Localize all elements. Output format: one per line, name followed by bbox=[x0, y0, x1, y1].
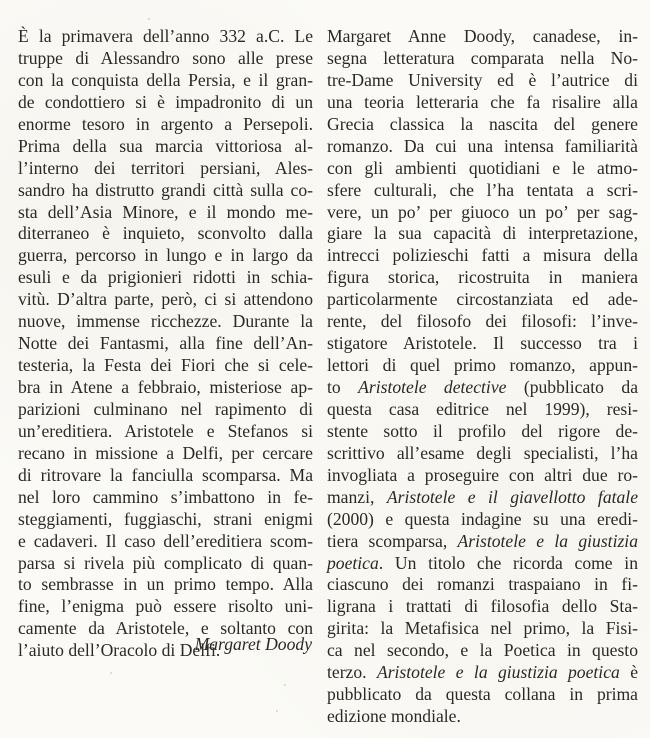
text-line: sandro ha distrutto grandi città sulla co- bbox=[18, 179, 313, 200]
text-segment: romanzo. Da cui una intensa familiarità bbox=[327, 135, 638, 156]
text-line: guerra, percorso in lungo e in largo da bbox=[18, 245, 313, 266]
text-line bbox=[327, 158, 638, 180]
text-segment: tiera scomparsa, bbox=[327, 530, 458, 551]
text-line: parizioni culminano nel rapimento di bbox=[18, 398, 313, 419]
text-line: nuove, immense ricchezze. Durante la bbox=[18, 311, 313, 332]
text-segment: tre-Dame University ed è l’autrice di bbox=[327, 69, 638, 90]
text-segment: figura storica, ricostruita in maniera bbox=[327, 267, 638, 288]
text-line: di ritrovare la fanciulla scomparsa. Ma bbox=[18, 464, 313, 485]
text-line: bra in Atene a febbraio, misteriose ap- bbox=[18, 377, 313, 397]
text-segment: invogliata a proseguire con altri due ro- bbox=[327, 464, 638, 485]
text-line bbox=[327, 509, 638, 531]
text-line: fine, l’enigma può essere risolto uni- bbox=[18, 596, 313, 617]
text-segment: rente, del filosofo dei filosofi: l’inve- bbox=[327, 311, 638, 332]
text-line bbox=[327, 377, 638, 399]
text-line bbox=[327, 92, 638, 114]
paper-speck bbox=[284, 684, 286, 686]
paper-speck bbox=[276, 710, 278, 712]
text-segment: Grecia classica la nascita del genere bbox=[327, 113, 638, 134]
text-line bbox=[327, 574, 638, 596]
text-line: de condottiero si è impadronito di un bbox=[18, 91, 313, 112]
text-line: testeria, la Festa dei Fiori che si cele- bbox=[18, 355, 313, 376]
author-signature: Margaret Doody bbox=[194, 634, 312, 654]
text-line: truppe di Alessandro sono alle prese bbox=[18, 47, 313, 68]
text-segment: (2000) e questa indagine su una eredi- bbox=[327, 508, 638, 529]
text-segment: terzo. bbox=[327, 662, 377, 683]
text-line bbox=[327, 70, 638, 92]
text-segment: lettori di quel primo romanzo, appun- bbox=[327, 355, 638, 376]
text-segment: Margaret Anne Doody, canadese, in- bbox=[327, 26, 638, 46]
text-line bbox=[327, 26, 638, 48]
text-line: È la primavera dell’anno 332 a.C. Le bbox=[18, 26, 313, 46]
text-line bbox=[327, 487, 638, 509]
text-line: esuli e da prigionieri ridotti in schia- bbox=[18, 267, 313, 288]
text-segment: vere, un po’ per giuoco un po’ per sag- bbox=[327, 201, 638, 222]
text-line: Prima della sua marcia vittoriosa al- bbox=[18, 135, 313, 156]
text-line bbox=[327, 333, 638, 355]
text-line bbox=[327, 421, 638, 443]
text-segment: ca nel secondo, e la Poetica in questo bbox=[327, 640, 638, 661]
text-line bbox=[327, 48, 638, 70]
text-line bbox=[327, 245, 638, 267]
text-segment: è bbox=[619, 662, 639, 683]
text-line: to sembrasse in un primo tempo. Alla bbox=[18, 574, 313, 595]
text-line bbox=[327, 684, 638, 706]
text-line: l’interno dei territori persiani, Ales- bbox=[18, 157, 313, 178]
text-segment: ligrana i trattati di filosofia dello Sta- bbox=[327, 596, 638, 617]
text-line bbox=[327, 443, 638, 465]
text-line bbox=[327, 202, 638, 224]
book-title: Aristotele e il giavellotto fatale bbox=[386, 486, 638, 507]
text-line bbox=[327, 136, 638, 158]
text-line bbox=[327, 531, 638, 553]
text-segment: manzi, bbox=[327, 486, 387, 507]
text-line: steggiamenti, fuggiaschi, strani enigmi bbox=[18, 508, 313, 529]
text-segment: questa casa editrice nel 1999), resi- bbox=[327, 398, 638, 419]
book-title: Aristotele e la giustizia bbox=[457, 530, 638, 551]
text-segment: particolarmente circostanziata ed ade- bbox=[327, 289, 638, 310]
text-line: diterraneo è inquieto, sconvolto dalla bbox=[18, 223, 313, 244]
text-line bbox=[327, 267, 638, 289]
text-segment: una teoria letteraria che fa risalire alla bbox=[327, 91, 638, 112]
text-line: sta dell’Asia Minore, e il mondo me- bbox=[18, 201, 313, 222]
book-title: Aristotele e la giustizia poetica bbox=[376, 662, 620, 683]
text-line bbox=[327, 662, 638, 684]
text-segment: intrecci polizieschi fatti a misura della bbox=[327, 245, 638, 266]
text-segment: . Un titolo che ricorda come in bbox=[378, 552, 638, 573]
text-line bbox=[327, 465, 638, 487]
text-segment: ciascuno dei romanzi traspaiano in fi- bbox=[327, 574, 638, 595]
text-segment: con gli ambienti quotidiani e le atmo- bbox=[327, 157, 638, 178]
paper-speck bbox=[110, 672, 112, 674]
text-line bbox=[327, 706, 638, 728]
text-line: camente da Aristotele, e soltanto con bbox=[18, 618, 313, 639]
right-column-author-bio bbox=[327, 26, 638, 728]
text-segment: sfere culturali, che l’ha tentata a scri- bbox=[327, 179, 638, 200]
text-line: vitù. D’altra parte, però, ci si attendono bbox=[18, 289, 313, 310]
text-segment: giare la sua capacità di interpretazione, bbox=[327, 223, 638, 244]
text-line bbox=[327, 355, 638, 377]
text-line: con la conquista della Persia, e il gran- bbox=[18, 69, 313, 90]
text-line: un’ereditiera. Aristotele e Stefanos si bbox=[18, 420, 313, 441]
text-line: enorme tesoro in argento a Persepoli. bbox=[18, 113, 313, 134]
text-line bbox=[327, 114, 638, 136]
text-segment: girita: la Metafisica nel primo, la Fisi- bbox=[327, 618, 638, 639]
text-line bbox=[327, 596, 638, 618]
text-line bbox=[327, 640, 638, 662]
text-segment: stigatore Aristotele. Il successo tra i bbox=[327, 333, 638, 354]
text-line bbox=[327, 399, 638, 421]
text-line bbox=[327, 553, 638, 575]
left-column-synopsis bbox=[18, 26, 313, 662]
text-line bbox=[327, 223, 638, 245]
text-line bbox=[327, 618, 638, 640]
text-line: e cadaveri. Il caso dell’ereditiera scom- bbox=[18, 530, 313, 551]
text-segment: scrittivo all’esame degli specialisti, l’ha bbox=[327, 442, 638, 463]
book-title: poetica bbox=[327, 552, 379, 573]
text-segment: pubblicato da questa collana in prima bbox=[327, 684, 638, 705]
text-segment: edizione mondiale. bbox=[327, 706, 461, 727]
paper-speck bbox=[148, 18, 150, 20]
text-line: Notte dei Fantasmi, alla fine dell’An- bbox=[18, 333, 313, 354]
text-segment: to bbox=[327, 377, 359, 397]
book-title: Aristotele detective bbox=[358, 377, 507, 397]
text-segment: (pubblicato da bbox=[506, 377, 638, 397]
text-line: parsa si rivela più complicato di quan- bbox=[18, 552, 313, 573]
text-segment: stente sotto il profilo del rigore de- bbox=[327, 420, 638, 441]
text-line: nel loro cammino s’imbattono in fe- bbox=[18, 486, 313, 507]
text-line bbox=[327, 289, 638, 311]
text-line: recano in missione a Delfi, per cercare bbox=[18, 442, 313, 463]
text-line bbox=[327, 311, 638, 333]
text-line: l’aiuto dell’Oracolo di Delfi. bbox=[18, 640, 221, 661]
text-segment: segna letteratura comparata nella No- bbox=[327, 47, 638, 68]
text-line bbox=[327, 180, 638, 202]
